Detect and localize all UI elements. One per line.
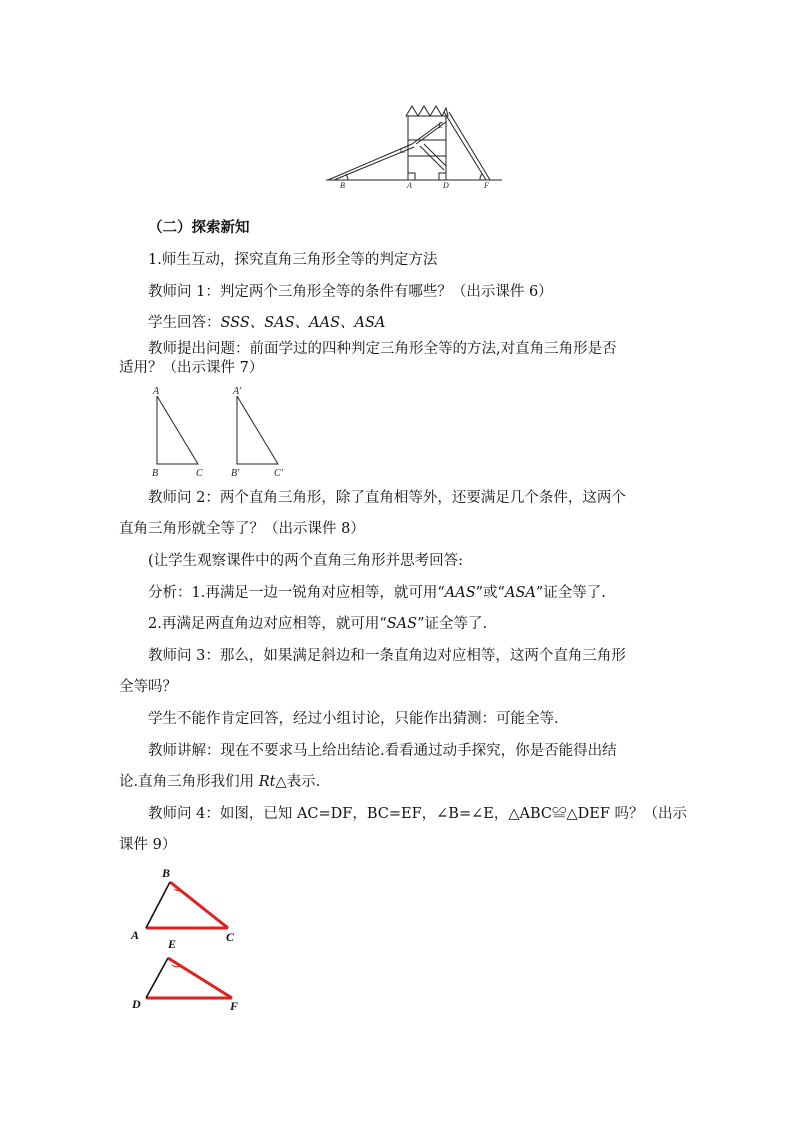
teacher-explain-line2-a: 论.直角三角形我们用 (119, 774, 259, 790)
teacher-question-intro-line1: 教师提出问题：前面学过的四种判定三角形全等的方法,对直角三角形是否 (148, 341, 617, 357)
label-B: B (340, 181, 345, 190)
label-E: E (438, 121, 443, 130)
label-F: F (484, 181, 489, 190)
analysis-1-text-e: ”证全等了. (535, 585, 606, 601)
red-tri1-label-B: B (162, 866, 171, 880)
analysis-1-text-a: 分析：1.再满足一边一锐角对应相等，就可用“ (148, 585, 445, 601)
teacher-explain-line2-c: △表示. (275, 774, 321, 790)
teacher-question-2-line1: 教师问 2：两个直角三角形，除了直角相等外，还要满足几个条件，这两个 (148, 490, 626, 506)
teacher-explain-line2 (119, 772, 320, 792)
teacher-question-3-line1: 教师问 3：那么，如果满足斜边和一条直角边对应相等，这两个直角三角形 (148, 648, 626, 664)
red-tri2-label-D: D (132, 997, 141, 1011)
observe-instruction: (让学生观察课件中的两个直角三角形并思考回答: (148, 553, 464, 569)
label-D: D (443, 181, 449, 190)
teacher-question-1: 教师问 1：判定两个三角形全等的条件有哪些？（出示课件 6） (148, 284, 553, 300)
analysis-1-asa: ASA (504, 585, 536, 601)
analysis-1-aas: AAS (444, 585, 476, 601)
tri-def-side-ef (168, 958, 232, 998)
teacher-question-4-line2: 课件 9） (119, 837, 177, 853)
analysis-2-text-a: 2.再满足两直角边对应相等，就可用“ (148, 616, 387, 632)
analysis-2 (148, 614, 487, 634)
tri2-label-A-prime: A′ (233, 386, 242, 397)
teacher-explain-rt: Rt (258, 774, 276, 790)
teacher-question-3-line2: 全等吗？ (119, 679, 177, 695)
label-A: A (407, 181, 412, 190)
teacher-question-2-line2: 直角三角形就全等了？（出示课件 8） (119, 521, 365, 537)
student-answer (148, 313, 385, 333)
tri-abc-side-bc (170, 882, 228, 928)
red-triangles-figure (128, 862, 258, 1014)
tri1-label-C: C (196, 468, 203, 479)
red-tri2-label-E: E (168, 937, 177, 951)
teacher-question-intro-line2: 适用？（出示课件 7） (119, 360, 264, 376)
label-C: C (400, 146, 406, 155)
tri2-label-B-prime: B′ (231, 468, 240, 479)
red-tri1-label-C: C (226, 930, 235, 944)
tri1-label-B: B (152, 468, 159, 479)
tri2-label-C-prime: C′ (274, 468, 283, 479)
analysis-1-text-c: ”或“ (475, 585, 505, 601)
slope-tower-figure (322, 98, 508, 190)
teacher-explain-line1: 教师讲解：现在不要求马上给出结论.看看通过动手探究，你是否能得出结 (148, 743, 617, 759)
student-answer-prefix: 学生回答： (148, 315, 221, 331)
red-tri2-label-F: F (230, 999, 239, 1013)
right-triangles-figure (148, 384, 298, 480)
analysis-1 (148, 583, 606, 603)
item-1: 1.师生互动，探究直角三角形全等的判定方法 (148, 252, 438, 268)
teacher-question-4-line1: 教师问 4：如图，已知 AC=DF，BC=EF，∠B=∠E，△ABC≌△DEF 吗？（出示 (148, 806, 688, 822)
tri1-label-A: A (153, 386, 160, 397)
red-tri1-label-A: A (131, 928, 140, 942)
student-guess: 学生不能作肯定回答，经过小组讨论，只能作出猜测：可能全等. (148, 711, 559, 727)
student-answer-terms: SSS、SAS、AAS、ASA (220, 315, 386, 331)
section-heading: （二）探索新知 (148, 219, 250, 236)
analysis-2-sas: SAS (386, 616, 418, 632)
analysis-2-text-c: ”证全等了. (417, 616, 488, 632)
